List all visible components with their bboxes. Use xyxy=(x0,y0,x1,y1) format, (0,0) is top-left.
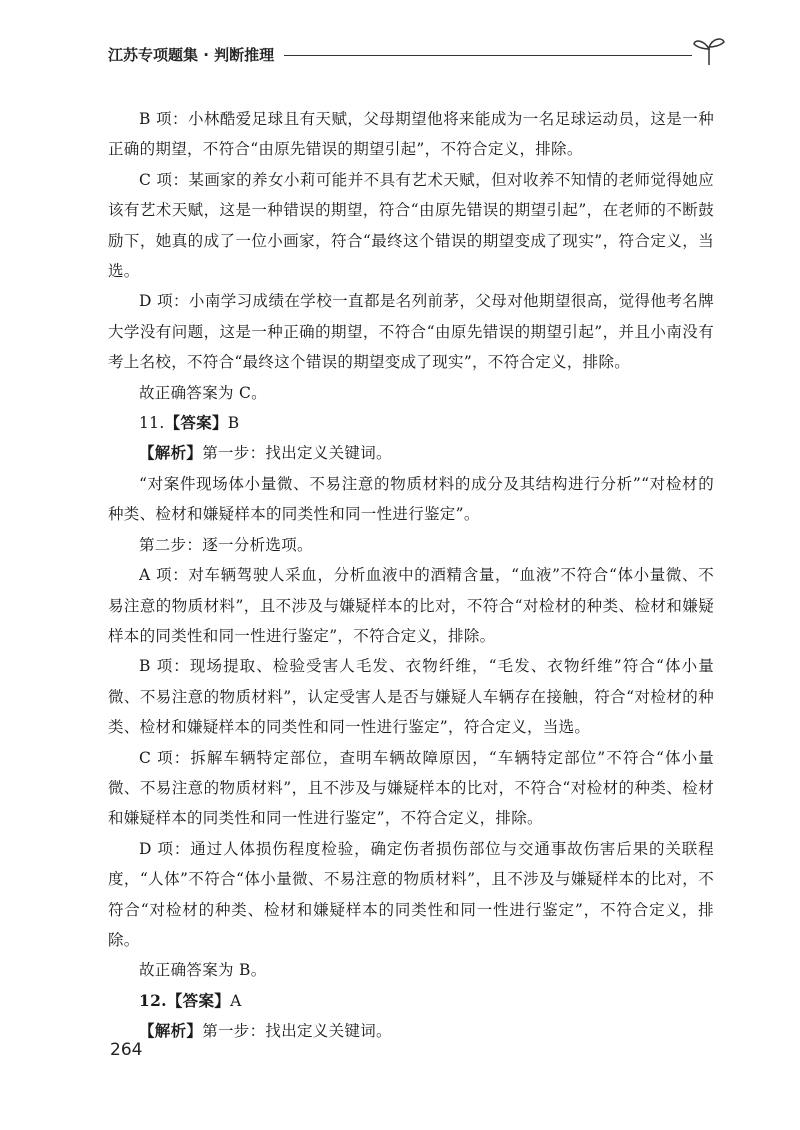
header-title: 江苏专项题集 · 判断推理 xyxy=(108,44,282,65)
sprout-icon xyxy=(692,36,726,66)
question-number: 11. xyxy=(139,414,165,433)
answer-value: B xyxy=(227,414,240,433)
running-header xyxy=(108,36,726,66)
paragraph-10-conclusion: 故正确答案为 C。 xyxy=(139,383,267,402)
analysis-step: 第一步：找出定义关键词。 xyxy=(202,1022,392,1041)
paragraph-11b: B 项：现场提取、检验受害人毛发、衣物纤维，“毛发、衣物纤维”符合“体小量微、不易注意的物质材料”，认定受害人是否与嫌疑人车辆存在接触，符合“对检材的种类、检材和嫌疑样本的同类性和同一性进行鉴定”，符合定义，当选。 xyxy=(108,657,714,737)
paragraph-11d: D 项：通过人体损伤程度检验，确定伤者损伤部位与交通事故伤害后果的关联程度，“人体”不符合“体小量微、不易注意的物质材料”，且不涉及与嫌疑样本的比对，不符合“对检材的种类、检材和嫌疑样本的同类性和同一性进行鉴定”，不符合定义，排除。 xyxy=(108,839,714,949)
paragraph-11-step2: 第二步：逐一分析选项。 xyxy=(139,535,313,554)
analysis-step: 第一步：找出定义关键词。 xyxy=(202,444,392,463)
page-body xyxy=(108,104,714,1047)
analysis-label: 【解析】 xyxy=(139,1021,203,1041)
question-number: 12. xyxy=(139,990,167,1010)
paragraph-11-conclusion: 故正确答案为 B。 xyxy=(139,961,267,980)
answer-value: A xyxy=(230,991,242,1010)
answer-line-12 xyxy=(108,986,714,1016)
answer-line-11 xyxy=(108,408,714,438)
analysis-line-11 xyxy=(108,438,714,468)
answer-label: 【答案】 xyxy=(166,990,231,1010)
paragraph-11c: C 项：拆解车辆特定部位，查明车辆故障原因，“车辆特定部位”不符合“体小量微、不易注意的物质材料”，且不涉及与嫌疑样本的比对，不符合“对检材的种类、检材和嫌疑样本的同类性和同一性进行鉴定”，不符合定义，排除。 xyxy=(108,748,714,828)
paragraph-11a: A 项：对车辆驾驶人采血，分析血液中的酒精含量，“血液”不符合“体小量微、不易注意的物质材料”，且不涉及与嫌疑样本的比对，不符合“对检材的种类、检材和嫌疑样本的同类性和同一性进行鉴定”，不符合定义，排除。 xyxy=(108,566,714,645)
paragraph-10d: D 项：小南学习成绩在学校一直都是名列前茅，父母对他期望很高，觉得他考名牌大学没有问题，这是一种正确的期望，不符合“由原先错误的期望引起”，并且小南没有考上名校，不符合“最终这个错误的期望变成了现实”，不符合定义，排除。 xyxy=(108,292,714,372)
analysis-line-12 xyxy=(108,1016,714,1046)
answer-label: 【答案】 xyxy=(164,413,228,433)
analysis-label: 【解析】 xyxy=(139,443,203,463)
paragraph-11-keywords: “对案件现场体小量微、不易注意的物质材料的成分及其结构进行分析”“对检材的种类、检材和嫌疑样本的同类性和同一性进行鉴定”。 xyxy=(108,474,714,524)
header-rule xyxy=(284,55,692,56)
page-number: 264 xyxy=(110,1040,143,1060)
paragraph-10c: C 项：某画家的养女小莉可能并不具有艺术天赋，但对收养不知情的老师觉得她应该有艺术天赋，这是一种错误的期望，符合“由原先错误的期望引起”，在老师的不断鼓励下，她真的成了一位小画家，符合“最终这个错误的期望变成了现实”，符合定义，当选。 xyxy=(108,170,714,281)
paragraph-10b: B 项：小林酷爱足球且有天赋，父母期望他将来能成为一名足球运动员，这是一种正确的期望，不符合“由原先错误的期望引起”，不符合定义，排除。 xyxy=(108,110,714,159)
